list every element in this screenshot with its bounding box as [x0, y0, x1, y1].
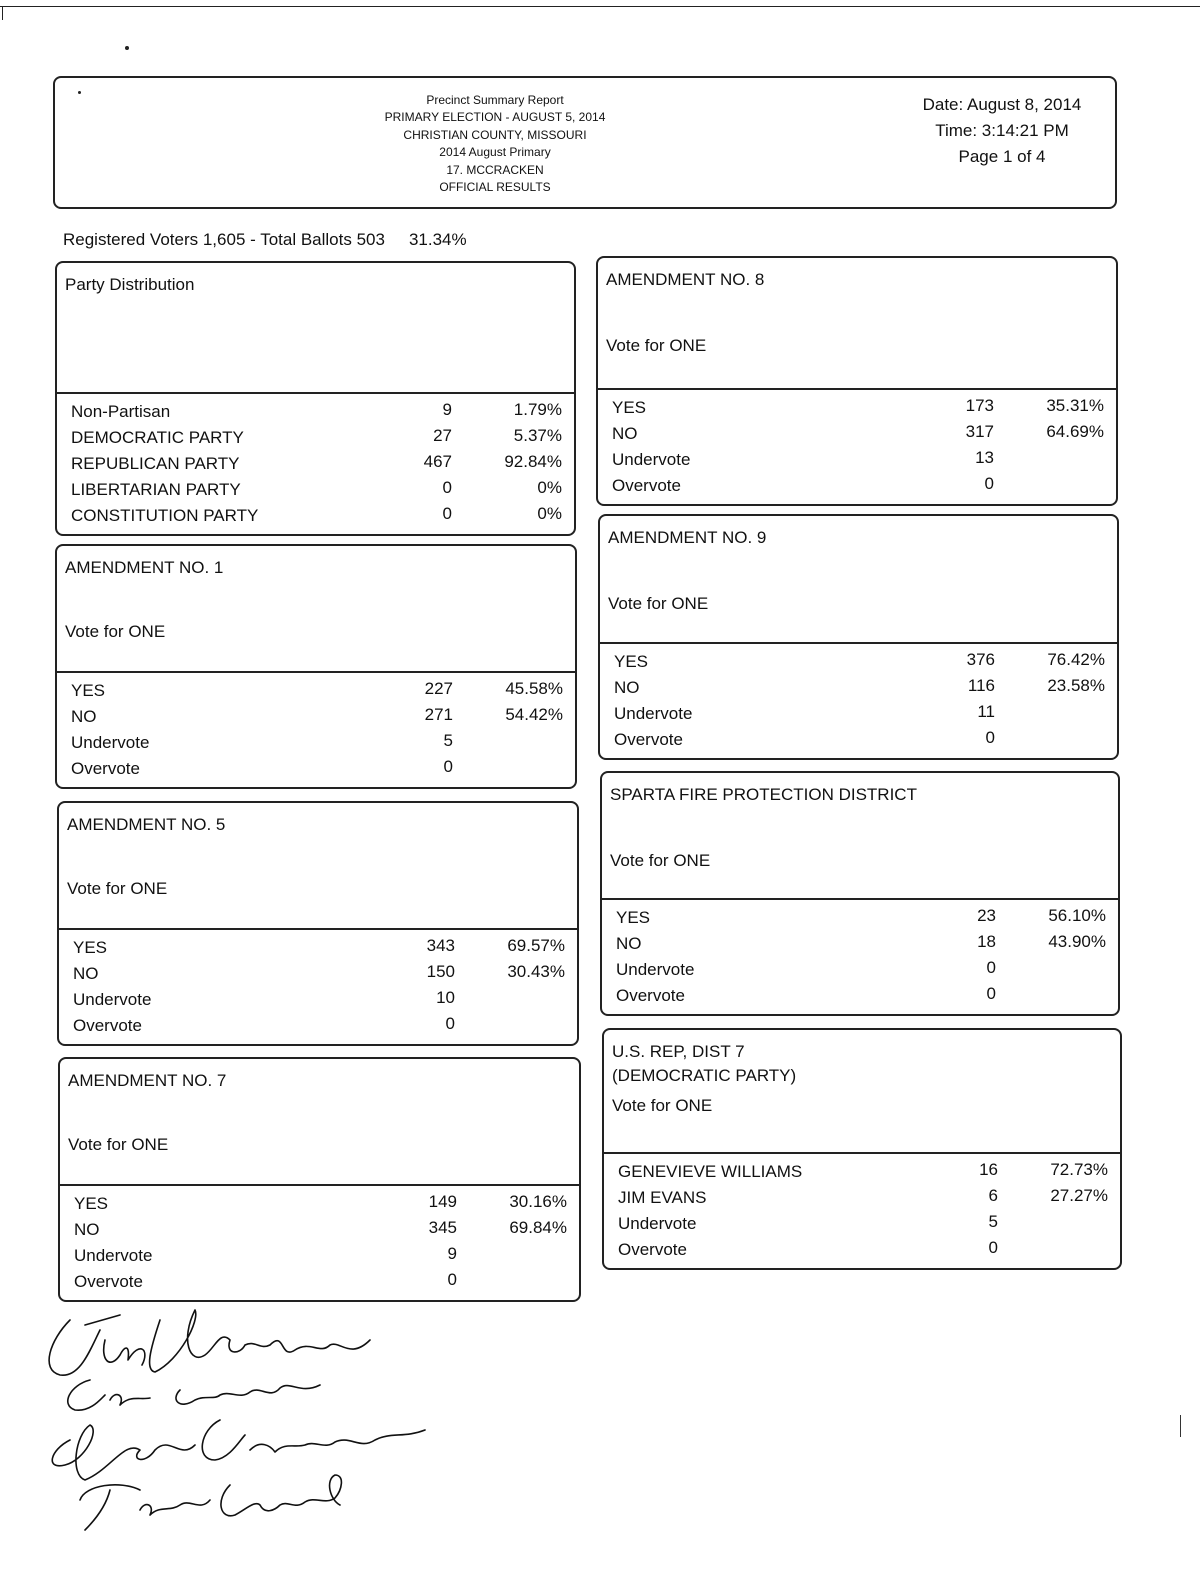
vote-for-label: Vote for ONE [610, 851, 711, 870]
result-row [57, 452, 574, 478]
vote-count: 0 [447, 1270, 457, 1289]
choice-label: NO [612, 424, 638, 443]
choice-label: Undervote [618, 1214, 697, 1233]
report-header [53, 76, 1117, 209]
vote-for-label: Vote for ONE [612, 1096, 713, 1115]
registration-summary [63, 230, 467, 250]
race-title: AMENDMENT NO. 9 [608, 528, 767, 547]
choice-label: NO [614, 678, 640, 697]
race-header [59, 803, 577, 930]
choice-label: Undervote [71, 733, 150, 752]
result-row [602, 932, 1118, 958]
vote-count: 317 [965, 422, 994, 441]
result-row [602, 906, 1118, 932]
result-row [59, 936, 577, 962]
vote-for-label: Vote for ONE [606, 336, 707, 355]
choice-label: Undervote [612, 450, 691, 469]
result-row [57, 478, 574, 504]
choice-label: YES [73, 938, 108, 957]
vote-count: 18 [977, 932, 996, 951]
result-row [604, 1212, 1120, 1238]
vote-count: 0 [988, 1238, 998, 1257]
scan-edge-mark [1180, 1415, 1181, 1437]
vote-count: 6 [988, 1186, 998, 1205]
vote-for-label: Vote for ONE [65, 622, 166, 641]
vote-percent: 92.84% [504, 452, 562, 471]
result-row [600, 702, 1117, 728]
choice-label: Overvote [73, 1016, 142, 1035]
vote-percent: 27.27% [1050, 1186, 1108, 1205]
choice-label: Undervote [616, 960, 695, 979]
choice-label: YES [74, 1194, 109, 1213]
vote-count: 0 [445, 1014, 455, 1033]
choice-label: LIBERTARIAN PARTY [71, 480, 241, 499]
choice-label: REPUBLICAN PARTY [71, 454, 240, 473]
race-box [58, 1057, 581, 1302]
result-row [57, 731, 575, 757]
vote-count: 376 [966, 650, 995, 669]
race-header [57, 263, 574, 394]
registration-text: Registered Voters 1,605 - Total Ballots 503 [63, 230, 385, 249]
result-row [57, 705, 575, 731]
scan-speck [125, 46, 129, 50]
vote-count: 150 [426, 962, 455, 981]
vote-count: 227 [424, 679, 453, 698]
vote-count: 0 [442, 478, 452, 497]
vote-percent: 0% [537, 478, 562, 497]
vote-count: 0 [986, 984, 996, 1003]
choice-label: YES [71, 681, 106, 700]
result-row [602, 984, 1118, 1010]
precinct-name: 17. MCCRACKEN [446, 162, 544, 177]
choice-label: CONSTITUTION PARTY [71, 506, 259, 525]
vote-percent: 45.58% [505, 679, 563, 698]
result-row [57, 679, 575, 705]
report-title: Precinct Summary Report [426, 93, 564, 107]
result-row [57, 504, 574, 530]
choice-label: Overvote [618, 1240, 687, 1259]
result-row [57, 400, 574, 426]
choice-label: YES [614, 652, 649, 671]
vote-count: 0 [442, 504, 452, 523]
vote-percent: 30.16% [509, 1192, 567, 1211]
vote-count: 0 [985, 728, 995, 747]
county-name: CHRISTIAN COUNTY, MISSOURI [403, 127, 587, 142]
result-row [604, 1160, 1120, 1186]
race-results-table [57, 673, 575, 787]
election-name: PRIMARY ELECTION - AUGUST 5, 2014 [384, 110, 606, 125]
signature-2 [68, 1380, 320, 1410]
vote-count: 5 [443, 731, 453, 750]
race-box [600, 771, 1120, 1016]
result-row [598, 422, 1116, 448]
results-status: OFFICIAL RESULTS [439, 180, 551, 195]
signature-1 [49, 1310, 370, 1375]
race-box [598, 514, 1119, 760]
result-row [60, 1192, 579, 1218]
race-box [55, 261, 576, 536]
result-row [600, 728, 1117, 754]
vote-percent: 30.43% [507, 962, 565, 981]
vote-percent: 69.84% [509, 1218, 567, 1237]
choice-label: Undervote [614, 704, 693, 723]
vote-count: 271 [424, 705, 453, 724]
vote-count: 173 [965, 396, 994, 415]
result-row [602, 958, 1118, 984]
race-results-table [57, 394, 574, 534]
race-results-table [604, 1154, 1120, 1268]
vote-percent: 54.42% [505, 705, 563, 724]
report-time: Time: 3:14:21 PM [935, 121, 1069, 140]
vote-count: 11 [977, 702, 995, 721]
result-row [598, 448, 1116, 474]
result-row [60, 1270, 579, 1296]
vote-percent: 76.42% [1047, 650, 1105, 669]
vote-count: 5 [988, 1212, 998, 1231]
vote-percent: 72.73% [1050, 1160, 1108, 1179]
vote-percent: 43.90% [1048, 932, 1106, 951]
vote-percent: 69.57% [507, 936, 565, 955]
race-header [60, 1059, 579, 1186]
choice-label: Overvote [612, 476, 681, 495]
choice-label: NO [71, 707, 97, 726]
vote-percent: 5.37% [513, 426, 562, 445]
race-title: AMENDMENT NO. 7 [68, 1071, 227, 1090]
race-title: AMENDMENT NO. 1 [65, 558, 224, 577]
race-box [596, 256, 1118, 506]
race-box [55, 544, 577, 789]
result-row [60, 1218, 579, 1244]
choice-label: Overvote [614, 730, 683, 749]
vote-count: 345 [428, 1218, 457, 1237]
vote-percent: 23.58% [1047, 676, 1105, 695]
report-title-block [355, 92, 635, 196]
result-row [57, 757, 575, 783]
vote-percent: 0% [537, 504, 562, 523]
choice-label: Overvote [71, 759, 140, 778]
choice-label: Overvote [616, 986, 685, 1005]
choice-label: Overvote [74, 1272, 143, 1291]
vote-count: 9 [442, 400, 452, 419]
vote-count: 0 [443, 757, 453, 776]
vote-count: 149 [428, 1192, 457, 1211]
race-title: AMENDMENT NO. 8 [606, 270, 765, 289]
report-meta [897, 92, 1107, 170]
result-row [57, 426, 574, 452]
vote-count: 9 [447, 1244, 457, 1263]
choice-label: GENEVIEVE WILLIAMS [618, 1162, 803, 1181]
vote-percent: 56.10% [1048, 906, 1106, 925]
vote-for-label: Vote for ONE [68, 1135, 169, 1154]
report-date: Date: August 8, 2014 [922, 95, 1082, 114]
scan-border-line [0, 6, 1200, 7]
choice-label: DEMOCRATIC PARTY [71, 428, 244, 447]
choice-label: NO [74, 1220, 100, 1239]
page-number: Page 1 of 4 [958, 147, 1046, 166]
race-header [604, 1030, 1120, 1154]
result-row [60, 1244, 579, 1270]
choice-label: JIM EVANS [618, 1188, 707, 1207]
signature-4 [80, 1475, 341, 1530]
scan-corner-mark [2, 6, 9, 20]
race-title: SPARTA FIRE PROTECTION DISTRICT [610, 785, 917, 804]
result-row [598, 474, 1116, 500]
vote-count: 16 [979, 1160, 998, 1179]
vote-count: 13 [975, 448, 994, 467]
vote-percent: 35.31% [1046, 396, 1104, 415]
vote-for-label: Vote for ONE [608, 594, 709, 613]
choice-label: NO [73, 964, 99, 983]
vote-percent: 64.69% [1046, 422, 1104, 441]
choice-label: Undervote [73, 990, 152, 1009]
election-subtitle: 2014 August Primary [439, 145, 551, 160]
vote-count: 467 [423, 452, 452, 471]
vote-count: 23 [977, 906, 996, 925]
result-row [59, 962, 577, 988]
race-box [602, 1028, 1122, 1270]
race-results-table [598, 390, 1116, 504]
vote-count: 0 [984, 474, 994, 493]
vote-count: 0 [986, 958, 996, 977]
vote-percent: 1.79% [513, 400, 562, 419]
race-title: AMENDMENT NO. 5 [67, 815, 226, 834]
choice-label: Non-Partisan [71, 402, 171, 421]
vote-count: 343 [426, 936, 455, 955]
race-results-table [602, 900, 1118, 1014]
signatures-image [30, 1300, 450, 1540]
vote-count: 116 [967, 676, 995, 695]
race-results-table [600, 644, 1117, 758]
race-header [57, 546, 575, 673]
result-row [600, 676, 1117, 702]
turnout-percent: 31.34% [408, 230, 467, 249]
race-title: Party Distribution [65, 275, 195, 294]
race-header [598, 258, 1116, 390]
race-results-table [60, 1186, 579, 1300]
choice-label: NO [616, 934, 642, 953]
result-row [604, 1238, 1120, 1264]
result-row [59, 1014, 577, 1040]
vote-count: 27 [433, 426, 452, 445]
result-row [604, 1186, 1120, 1212]
signature-3 [52, 1420, 425, 1480]
result-row [598, 396, 1116, 422]
choice-label: YES [612, 398, 647, 417]
result-row [59, 988, 577, 1014]
choice-label: Undervote [74, 1246, 153, 1265]
choice-label: YES [616, 908, 651, 927]
result-row [600, 650, 1117, 676]
race-header [600, 516, 1117, 644]
vote-for-label: Vote for ONE [67, 879, 168, 898]
vote-count: 10 [436, 988, 455, 1007]
race-box [57, 801, 579, 1046]
race-header [602, 773, 1118, 900]
race-title: U.S. REP, DIST 7 (DEMOCRATIC PARTY) [612, 1042, 797, 1085]
race-results-table [59, 930, 577, 1044]
